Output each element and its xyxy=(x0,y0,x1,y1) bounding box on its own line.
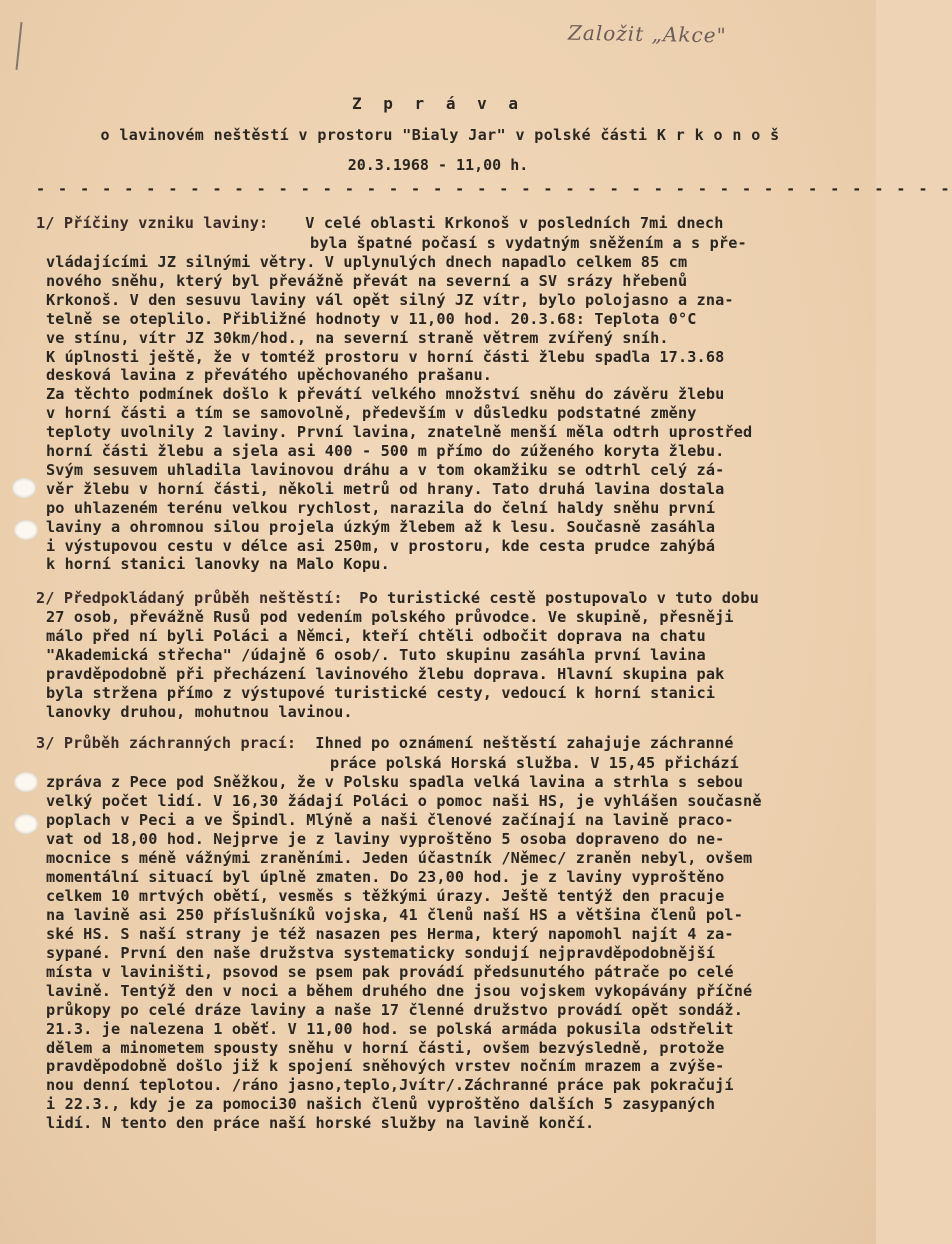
punch-hole xyxy=(14,520,38,540)
section2-line: Po turistické cestě postupovalo v tuto dobu xyxy=(350,589,759,607)
section3-line: poplach v Peci a ve Špindl. Mlýně a naši členové začínají na lavině praco- xyxy=(46,811,734,829)
section3-line: dělem a minometem spousty sněhu v horní části, ovšem bezvýsledně, protože xyxy=(46,1039,725,1057)
section3-line: zpráva z Pece pod Sněžkou, že v Polsku spadla velká lavina a strhla s sebou xyxy=(46,773,744,791)
section1-line: nového sněhu, který byl převážně převát na severní a SV srázy hřebenů xyxy=(46,272,688,290)
section3-line: lidí. N tento den práce naší horské služby na lavině končí. xyxy=(46,1114,595,1132)
section1-line: byla špatné počasí s vydatným sněžením a s pře- xyxy=(310,234,747,252)
section2-heading: 2/ Předpokládaný průběh neštěstí: xyxy=(36,589,343,607)
section3-line: práce polská Horská služba. V 15,45 přichází xyxy=(330,754,739,772)
section1-line: desková lavina z převátého upěchovaného prašanu. xyxy=(46,366,493,384)
section3-line: ské HS. S naší strany je též nasazen pes Herma, který napomohl najít 4 za- xyxy=(46,925,734,943)
section3-line: celkem 10 mrtvých obětí, vesměs s těžkými úrazy. Ještě tentýž den pracuje xyxy=(46,887,725,905)
document-subtitle: o lavinovém neštěstí v prostoru "Bialy Jar" v polské části K r k o n o š xyxy=(100,126,780,144)
section3-line: lavině. Tentýž den v noci a během druhého dne jsou vojskem vykopávány příčné xyxy=(46,982,753,1000)
section3-line: momentální situací byl úplně zmaten. Do 23,00 hod. je z laviny vyproštěno xyxy=(46,868,725,886)
section1-line: věr žlebu v horní části, několi metrů od hrany. Tato druhá lavina dostala xyxy=(46,480,725,498)
section1-line: teploty uvolnily 2 laviny. První lavina, znatelně menší měla odtrh uprostřed xyxy=(46,423,753,441)
document-title: Z p r á v a xyxy=(352,94,524,113)
section1-line: ve stínu, vítr JZ 30km/hod., na severní straně větrem zvířený sníh. xyxy=(46,329,669,347)
section1-line: v horní části a tím se samovolně, především v důsledku podstatné změny xyxy=(46,404,697,422)
section1-heading: 1/ Příčiny vzniku laviny: xyxy=(36,214,269,232)
section1-line: Krkonoš. V den sesuvu laviny vál opět silný JZ vítr, bylo polojasno a zna- xyxy=(46,291,734,309)
section3-line: nou denní teplotou. /ráno jasno,teplo,Jvítr/.Záchranné práce pak pokračují xyxy=(46,1076,734,1094)
section3-line: 21.3. je nalezena 1 oběť. V 11,00 hod. se polská armáda pokusila odstřelit xyxy=(46,1020,734,1038)
section3-line: vat od 18,00 hod. Nejprve je z laviny vyproštěno 5 osoba dopraveno do ne- xyxy=(46,830,725,848)
section1-line: V celé oblasti Krkonoš v posledních 7mi dnech xyxy=(296,214,724,232)
section3-line: mocnice s méně vážnými zraněními. Jeden účastník /Němec/ zraněn nebyl, ovšem xyxy=(46,849,753,867)
punch-hole xyxy=(14,772,38,792)
section3-line: místa v laviništi, psovod se psem pak provádí předsunutého pátrače po celé xyxy=(46,963,734,981)
section3-line: pravděpodobně došlo již k spojení sněhových vrstev nočním mrazem a zvýše- xyxy=(46,1057,725,1075)
section3-heading: 3/ Průběh záchranných prací: xyxy=(36,734,297,752)
section3-line: průkopy po celé dráze laviny a naše 17 členné družstvo provádí opět sondáž. xyxy=(46,1001,744,1019)
margin-pen-mark xyxy=(15,22,22,70)
section1-line: telně se oteplilo. Přibližné hodnoty v 11,00 hod. 20.3.68: Teplota 0°C xyxy=(46,310,697,328)
section2-line: 27 osob, převážně Rusů pod vedením polského průvodce. Ve skupině, přesněji xyxy=(46,608,734,626)
punch-hole xyxy=(14,814,38,834)
punch-hole xyxy=(12,478,36,498)
section1-line: k horní stanici lanovky na Malo Kopu. xyxy=(46,555,390,573)
section2-line: málo před ní byli Poláci a Němci, kteří chtěli odbočit doprava na chatu xyxy=(46,627,706,645)
section2-line: "Akademická střecha" /údajně 6 osob/. Tuto skupinu zasáhla první lavina xyxy=(46,646,706,664)
section1-line: vládajícími JZ silnými větry. V uplynulých dnech napadlo celkem 85 cm xyxy=(46,253,688,271)
section3-line: na lavině asi 250 příslušníků vojska, 41 členů naší HS a většina členů pol- xyxy=(46,906,744,924)
section1-line: Svým sesuvem uhladila lavinovou dráhu a v tom okamžiku se odtrhl celý zá- xyxy=(46,461,725,479)
section2-line: pravděpodobně při přecházení lavinového žlebu doprava. Hlavní skupina pak xyxy=(46,665,725,683)
document-dateline: 20.3.1968 - 11,00 h. xyxy=(347,156,529,174)
handwritten-note: Založit „Akce" xyxy=(567,20,727,48)
section1-line: po uhlazeném terénu velkou rychlost, narazila do čelní haldy sněhu první xyxy=(46,499,716,517)
section1-line: horní části žlebu a sjela asi 400 - 500 m přímo do zúženého koryta žlebu. xyxy=(46,442,725,460)
section1-line: Za těchto podmínek došlo k převátí velkého množství sněhu do závěru žlebu xyxy=(46,385,725,403)
section2-line: lanovky druhou, mohutnou lavinou. xyxy=(46,703,353,721)
section3-line: sypané. První den naše družstva systematicky sondují nejpravděpodobnější xyxy=(46,944,716,962)
section1-line: laviny a ohromnou silou projela úzkým žlebem až k lesu. Současně zasáhla xyxy=(46,518,716,536)
section3-line: i 22.3., kdy je za pomoci30 našich členů vyproštěno dalších 5 zasypaných xyxy=(46,1095,716,1113)
section1-line: K úplnosti ještě, že v tomtéž prostoru v horní části žlebu spadla 17.3.68 xyxy=(46,348,725,366)
section1-line: i výstupovou cestu v délce asi 250m, v prostoru, kde cesta prudce zahýbá xyxy=(46,537,716,555)
section2-line: byla stržena přímo z výstupové turistické cesty, vedoucí k horní stanici xyxy=(46,684,716,702)
section3-line: velký počet lidí. V 16,30 žádají Poláci o pomoc naši HS, je vyhlášen současně xyxy=(46,792,762,810)
separator-line: - - - - - - - - - - - - - - - - - - - - - - - - - - - - - - - - - - - - - - - - - - xyxy=(36,180,952,198)
section3-line: Ihned po oznámení neštěstí zahajuje záchranné xyxy=(306,734,734,752)
